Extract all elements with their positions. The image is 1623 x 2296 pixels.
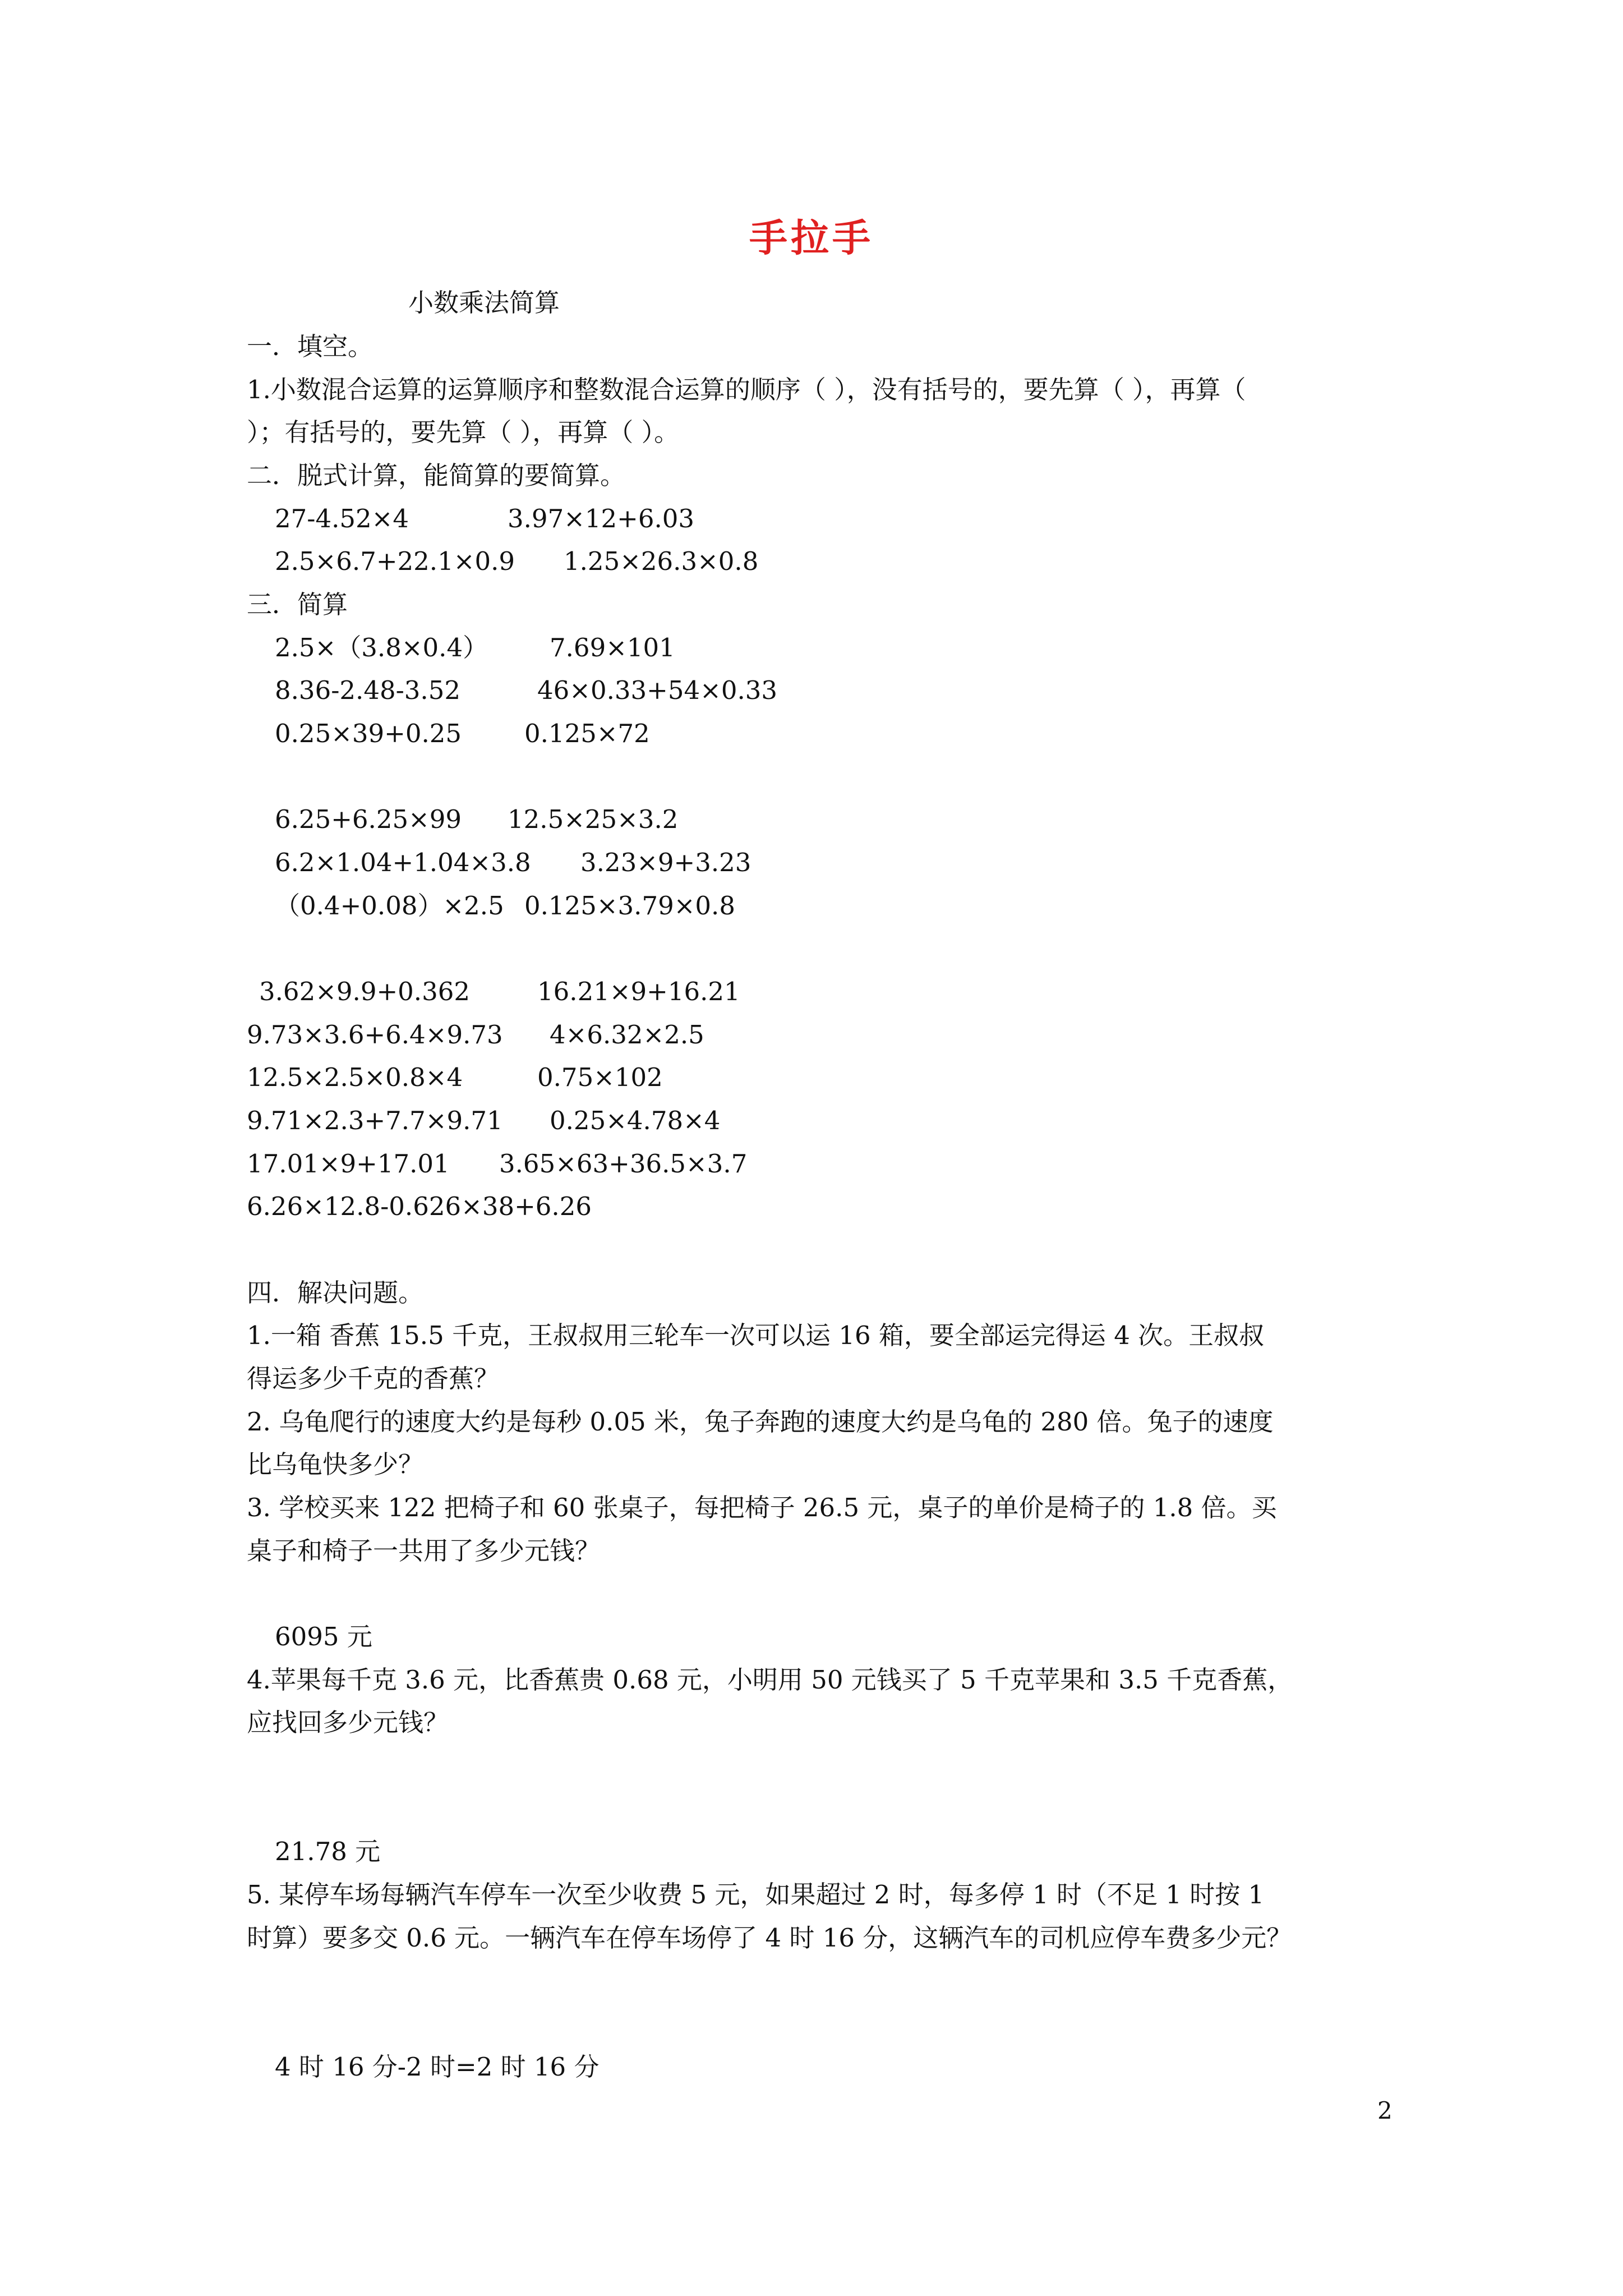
expression: 2.5×（3.8×0.4） bbox=[275, 633, 488, 662]
expression: 27-4.52×4 bbox=[275, 504, 409, 533]
expression: 0.25×4.78×4 bbox=[550, 1106, 721, 1135]
problem-4-line2: 应找回多少元钱？ bbox=[247, 1708, 449, 1737]
subtitle: 小数乘法简算 bbox=[408, 288, 560, 318]
expression: 0.125×3.79×0.8 bbox=[524, 891, 735, 921]
expression: 8.36-2.48-3.52 bbox=[275, 675, 460, 705]
section1-q1-line1: 1.小数混合运算的运算顺序和整数混合运算的顺序（ ），没有括号的，要先算（ ），再算（ bbox=[247, 375, 1246, 404]
problem-5-line1: 5. 某停车场每辆汽车停车一次至少收费 5 元，如果超过 2 时，每多停 1 时（不足 1 时按 1 bbox=[247, 1880, 1265, 1910]
expression: 6.26×12.8-0.626×38+6.26 bbox=[247, 1191, 592, 1221]
expression: 0.25×39+0.25 bbox=[275, 719, 462, 748]
expression: 2.5×6.7+22.1×0.9 bbox=[275, 546, 515, 576]
expression: （0.4+0.08）×2.5 bbox=[275, 891, 504, 921]
expression: 7.69×101 bbox=[550, 633, 675, 662]
problem-3-line1: 3. 学校买来 122 把椅子和 60 张桌子，每把椅子 26.5 元，桌子的单价是椅子的 1.8 倍。买 bbox=[247, 1493, 1277, 1522]
problem-5-answer: 4 时 16 分-2 时=2 时 16 分 bbox=[275, 2052, 600, 2082]
problem-4-line1: 4.苹果每千克 3.6 元，比香蕉贵 0.68 元，小明用 50 元钱买了 5 千克苹果和 3.5 千克香蕉， bbox=[247, 1665, 1293, 1695]
problem-1-line2: 得运多少千克的香蕉？ bbox=[247, 1364, 500, 1393]
expression: 1.25×26.3×0.8 bbox=[564, 546, 759, 576]
expression: 9.71×2.3+7.7×9.71 bbox=[247, 1106, 503, 1135]
problem-2-line1: 2. 乌龟爬行的速度大约是每秒 0.05 米，兔子奔跑的速度大约是乌龟的 280 倍。兔子的速度 bbox=[247, 1407, 1274, 1437]
problem-3-answer: 6095 元 bbox=[275, 1622, 372, 1651]
expression: 6.25+6.25×99 bbox=[275, 804, 462, 834]
expression: 17.01×9+17.01 bbox=[247, 1149, 450, 1179]
expression: 0.75×102 bbox=[537, 1062, 663, 1092]
problem-2-line2: 比乌龟快多少？ bbox=[247, 1450, 424, 1479]
expression: 3.97×12+6.03 bbox=[508, 504, 695, 533]
problem-3-line2: 桌子和椅子一共用了多少元钱？ bbox=[247, 1536, 601, 1566]
expression: 46×0.33+54×0.33 bbox=[537, 675, 778, 705]
expression: 12.5×2.5×0.8×4 bbox=[247, 1062, 463, 1092]
expression: 3.23×9+3.23 bbox=[580, 848, 751, 877]
expression: 12.5×25×3.2 bbox=[508, 804, 679, 834]
section1-heading: 一．填空。 bbox=[247, 332, 374, 361]
page-title: 手拉手 bbox=[749, 216, 874, 261]
section4-heading: 四．解决问题。 bbox=[247, 1278, 424, 1308]
expression: 3.62×9.9+0.362 bbox=[259, 977, 470, 1006]
problem-1-line1: 1.一箱 香蕉 15.5 千克，王叔叔用三轮车一次可以运 16 箱，要全部运完得运 4 次。王叔叔 bbox=[247, 1320, 1265, 1350]
section2-heading: 二．脱式计算，能简算的要简算。 bbox=[247, 461, 626, 490]
section1-q1-line2: ）；有括号的，要先算（ ），再算（ ）。 bbox=[247, 417, 680, 447]
expression: 9.73×3.6+6.4×9.73 bbox=[247, 1020, 503, 1050]
expression: 16.21×9+16.21 bbox=[537, 977, 740, 1006]
expression: 3.65×63+36.5×3.7 bbox=[499, 1149, 748, 1179]
problem-5-line2: 时算）要多交 0.6 元。一辆汽车在停车场停了 4 时 16 分，这辆汽车的司机应停车费多少元？ bbox=[247, 1923, 1292, 1953]
page-number: 2 bbox=[1377, 2097, 1393, 2124]
expression: 6.2×1.04+1.04×3.8 bbox=[275, 848, 531, 877]
expression: 0.125×72 bbox=[524, 719, 650, 748]
problem-4-answer: 21.78 元 bbox=[275, 1837, 381, 1866]
section3-heading: 三．简算 bbox=[247, 590, 348, 619]
expression: 4×6.32×2.5 bbox=[550, 1020, 704, 1050]
